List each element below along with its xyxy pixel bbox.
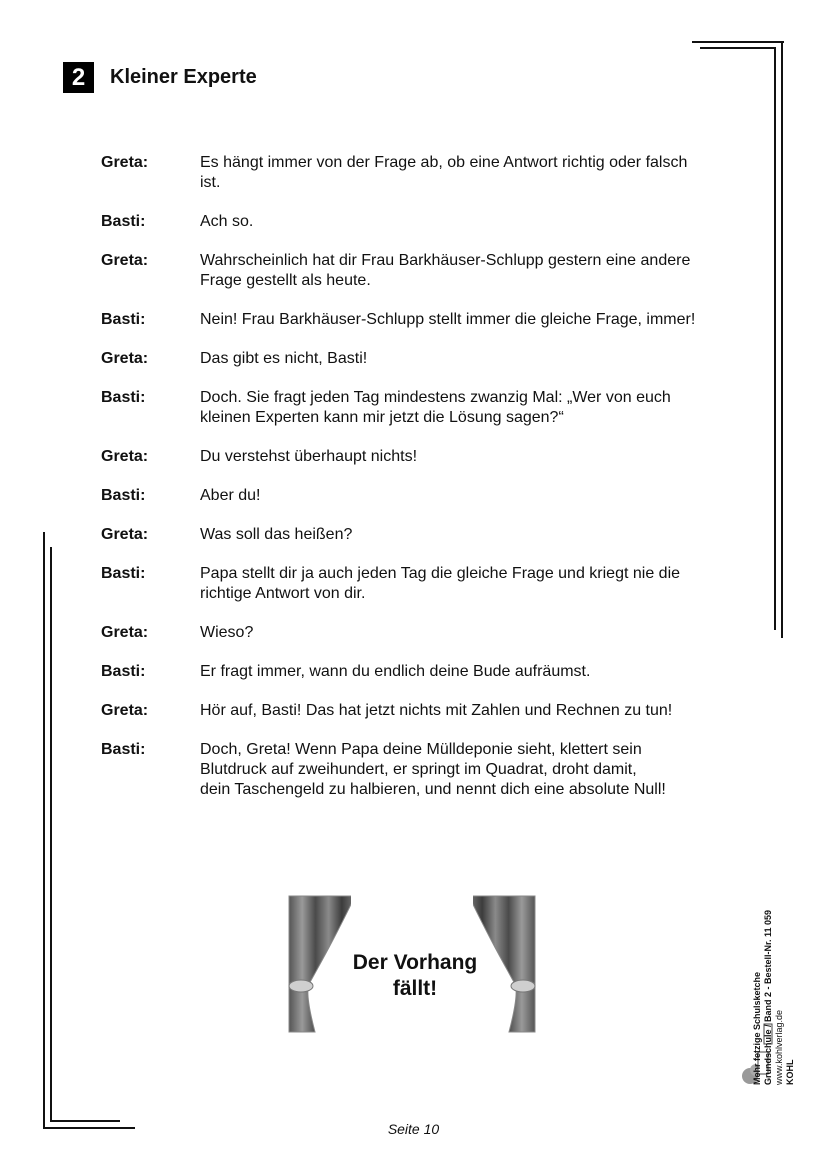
speaker-name: Basti: (101, 663, 146, 680)
dialog-list (101, 153, 731, 819)
frame-line (781, 41, 783, 638)
page-title: Kleiner Experte (110, 66, 257, 88)
section-number: 2 (63, 62, 94, 93)
dialog-line (101, 447, 731, 467)
book-title: Mehr fetzige Schulsketche (752, 971, 762, 1085)
speaker-name: Greta: (101, 154, 149, 171)
dialog-line (101, 486, 731, 506)
page-number: Seite 10 (387, 1121, 440, 1137)
speaker-name: Basti: (101, 741, 146, 758)
speech-text: Nein! Frau Barkhäuser-Schlupp stellt immer die gleiche Frage, immer! (200, 311, 696, 328)
curtain-caption: Der Vorhang fällt! (352, 951, 478, 1000)
frame-line (50, 547, 52, 1121)
speech-text: Aber du! (200, 487, 261, 504)
dialog-line (101, 349, 731, 369)
speaker-name: Greta: (101, 624, 149, 641)
speech-text: Wieso? (200, 624, 254, 641)
speaker-name: Basti: (101, 311, 146, 328)
publisher-name: KOHL (785, 1059, 795, 1085)
speech-text: Doch, Greta! Wenn Papa deine Mülldeponie sieht, klettert sein Blutdruck auf zweihundert, er springt im Quadrat, droht damit, dein Taschengeld zu halbieren, und nennt dich eine absolute Null! (200, 741, 666, 798)
publisher-info (752, 785, 812, 1085)
dialog-line (101, 310, 731, 330)
speaker-name: Basti: (101, 389, 146, 406)
speaker-name: Basti: (101, 487, 146, 504)
dialog-line (101, 740, 731, 800)
publisher-website: www.kohlverlag.de (774, 1009, 784, 1085)
frame-line (692, 41, 784, 43)
dialog-line (101, 623, 731, 643)
speech-text: Hör auf, Basti! Das hat jetzt nichts mit Zahlen und Rechnen zu tun! (200, 702, 673, 719)
frame-line (774, 47, 776, 630)
dialog-line (101, 153, 731, 193)
speaker-name: Greta: (101, 702, 149, 719)
dialog-line (101, 564, 731, 604)
speech-text: Es hängt immer von der Frage ab, ob eine Antwort richtig oder falsch ist. (200, 154, 688, 191)
dialog-line (101, 525, 731, 545)
speech-text: Wahrscheinlich hat dir Frau Barkhäuser-Schlupp gestern eine andere Frage gestellt als heute. (200, 252, 691, 289)
speech-text: Er fragt immer, wann du endlich deine Bude aufräumst. (200, 663, 591, 680)
speaker-name: Greta: (101, 252, 149, 269)
speech-text: Du verstehst überhaupt nichts! (200, 448, 418, 465)
frame-line (700, 47, 776, 49)
speech-text: Was soll das heißen? (200, 526, 353, 543)
speech-text: Ach so. (200, 213, 254, 230)
speaker-name: Basti: (101, 213, 146, 230)
dialog-line (101, 251, 731, 291)
speech-text: Doch. Sie fragt jeden Tag mindestens zwanzig Mal: „Wer von euch kleinen Experten kann mir jetzt die Lösung sagen?“ (200, 389, 671, 426)
speaker-name: Greta: (101, 526, 149, 543)
speech-text: Das gibt es nicht, Basti! (200, 350, 368, 367)
speaker-name: Greta: (101, 350, 149, 367)
dialog-line (101, 212, 731, 232)
speaker-name: Greta: (101, 448, 149, 465)
speaker-name: Basti: (101, 565, 146, 582)
dialog-line (101, 388, 731, 428)
frame-line (43, 532, 45, 1129)
dialog-line (101, 662, 731, 682)
dialog-line (101, 701, 731, 721)
book-series: Grundschule / Band 2 - Bestell-Nr. 11 059 (763, 909, 773, 1085)
speech-text: Papa stellt dir ja auch jeden Tag die gleiche Frage und kriegt nie die richtige Antwort von dir. (200, 565, 681, 602)
